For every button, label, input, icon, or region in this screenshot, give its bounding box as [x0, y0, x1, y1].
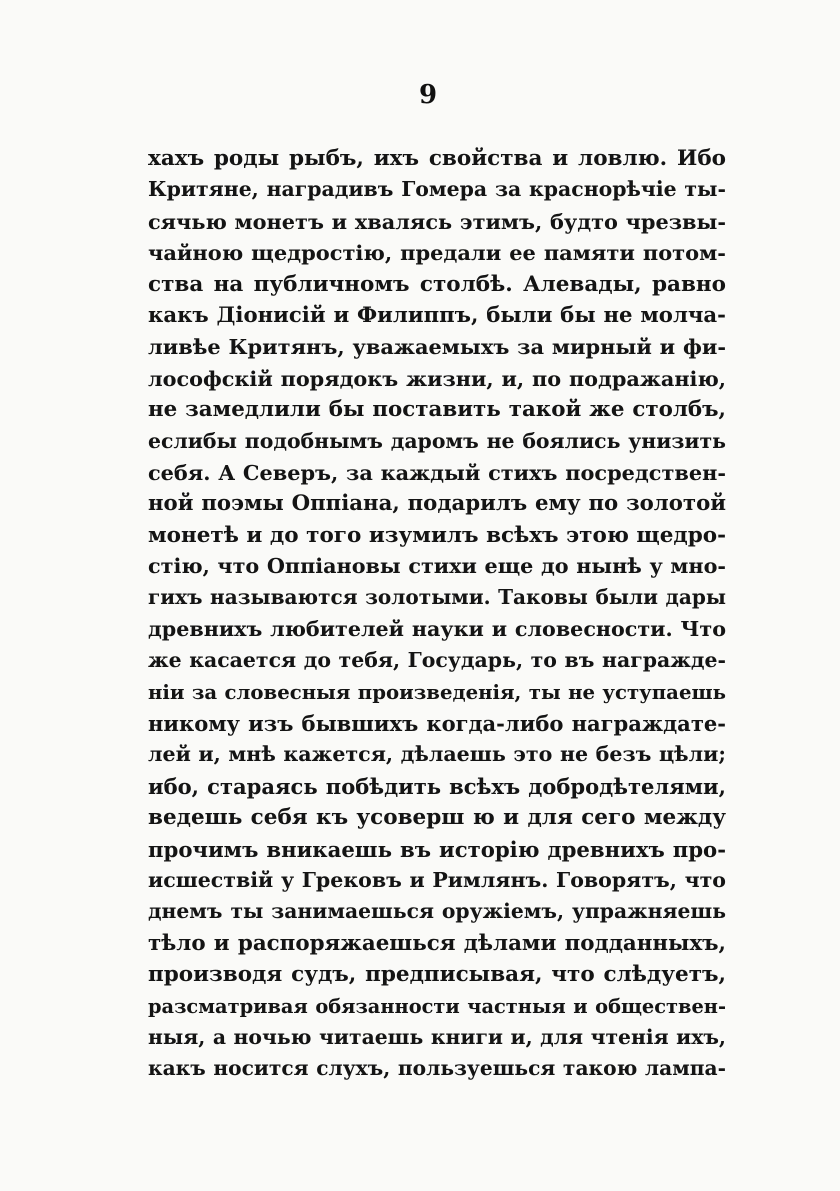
text-line: лософскій порядокъ жизни, и, по подражанію, — [148, 365, 726, 391]
text-line: ной поэмы Оппіана, подарилъ ему по золотой — [148, 491, 726, 517]
text-line: чайною щедростію, предали ее памяти потом- — [148, 240, 726, 266]
text-line: иcшествій у Грековъ и Римлянъ. Говорятъ, что — [148, 867, 726, 892]
text-line: ства на публичномъ столбѣ. Алевады, равно — [148, 271, 726, 297]
text-line: какъ Діонисій и Филиппъ, были бы не молча- — [148, 302, 726, 328]
text-line: древнихъ любителей науки и словесности. Что — [148, 616, 726, 641]
text-line: же касается до тебя, Государь, то въ награжде- — [148, 648, 726, 673]
text-line: какъ носится слухъ, пользуешься такою лампа- — [148, 1056, 726, 1081]
text-line: ніи за словесныя произведенія, ты не уступаешь — [148, 680, 726, 704]
text-line: сячью монетъ и хвалясь этимъ, будто чрезвы- — [148, 208, 726, 234]
text-line: ибо, стараясь побѣдить всѣхъ добродѣтелями, — [148, 773, 726, 799]
text-line: лей и, мнѣ кажется, дѣлаешь это не безъ цѣли; — [148, 742, 726, 767]
text-line: никому изъ бывшихъ когда-либо награждате- — [148, 711, 726, 737]
text-line: ныя, а ночью читаешь книги и, для чтенія ихъ, — [148, 1024, 726, 1049]
text-line: прочимъ вникаешь въ исторію древнихъ про- — [148, 836, 726, 862]
text-line: себя. А Северъ, за каждый стихъ посредствен- — [148, 459, 726, 485]
text-line: ливѣе Критянъ, уважаемыхъ за мирный и фи- — [148, 334, 726, 360]
text-line: еслибы подобнымъ даромъ не боялись унизить — [148, 428, 726, 453]
text-line: стію, что Оппіановы стихи еще до нынѣ у мно- — [148, 554, 726, 579]
body-text — [148, 143, 726, 1085]
text-line: тѣло и распоряжаешься дѣлами подданныхъ, — [148, 930, 726, 956]
text-line: производя судъ, предписывая, что слѣдуетъ, — [148, 962, 726, 988]
text-line: разсматривая обязанности частныя и обществен- — [148, 994, 726, 1018]
text-line: хахъ роды рыбъ, ихъ свойства и ловлю. Ибо — [148, 146, 726, 171]
text-line: днемъ ты занимаешься оружіемъ, упражняешь — [148, 899, 726, 924]
text-line: не замедлили бы поставить такой же столбъ, — [148, 397, 726, 423]
text-line: гихъ называются золотыми. Таковы были дары — [148, 585, 726, 610]
text-line: Критяне, наградивъ Гомера за краснорѣчіе ты- — [148, 177, 726, 202]
page-number: 9 — [418, 80, 438, 110]
text-line: ведешь себя къ усоверш ю и для сего между — [148, 805, 726, 831]
text-line: монетѣ и до того изумилъ всѣхъ этою щедро- — [148, 522, 726, 548]
